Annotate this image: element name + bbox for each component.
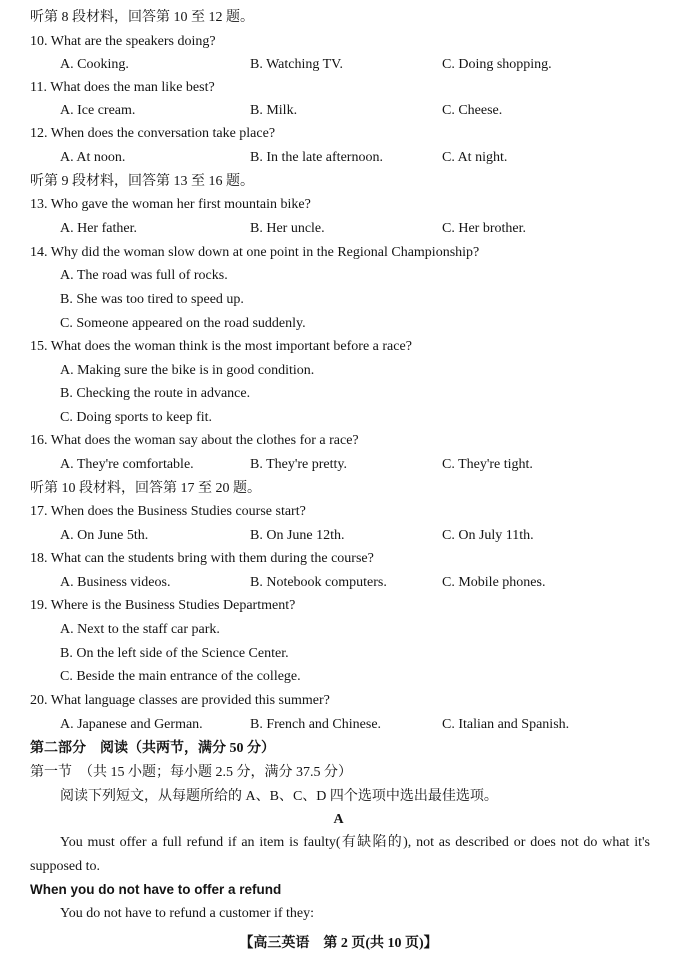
q14-option-a: A. The road was full of rocks. <box>60 268 228 283</box>
q12-option-b: B. In the late afternoon. <box>250 150 383 165</box>
part2-section1: 第一节 （共 15 小题；每小题 2.5 分，满分 37.5 分） <box>30 765 352 780</box>
section8-intro: 听第 8 段材料，回答第 10 至 12 题。 <box>30 10 254 25</box>
page-footer: 【高三英语 第 2 页(共 10 页)】 <box>239 936 438 951</box>
q15-option-a: A. Making sure the bike is in good condition. <box>60 363 315 378</box>
q12-option-a: A. At noon. <box>60 150 126 165</box>
passage-subheading: When you do not have to offer a refund <box>30 882 282 897</box>
q10-option-a: A. Cooking. <box>60 57 129 72</box>
passage-paragraph-2: You do not have to refund a customer if they: <box>60 906 315 921</box>
q17-option-a: A. On June 5th. <box>60 528 149 543</box>
q10-stem: 10. What are the speakers doing? <box>30 34 216 49</box>
q19-stem: 19. Where is the Business Studies Department? <box>30 598 296 613</box>
q17-stem: 17. When does the Business Studies course start? <box>30 504 306 519</box>
q20-option-b: B. French and Chinese. <box>250 717 382 732</box>
q13-option-c: C. Her brother. <box>442 221 526 236</box>
q12-stem: 12. When does the conversation take place? <box>30 126 276 141</box>
q11-option-a: A. Ice cream. <box>60 103 136 118</box>
q12-option-c: C. At night. <box>442 150 508 165</box>
q16-option-c: C. They're tight. <box>442 457 533 472</box>
q19-option-a: A. Next to the staff car park. <box>60 622 220 637</box>
q20-option-a: A. Japanese and German. <box>60 717 203 732</box>
part2-title: 第二部分 阅读（共两节，满分 50 分） <box>30 741 275 756</box>
q16-option-b: B. They're pretty. <box>250 457 347 472</box>
q20-option-c: C. Italian and Spanish. <box>442 717 570 732</box>
q11-stem: 11. What does the man like best? <box>30 80 215 95</box>
q17-option-c: C. On July 11th. <box>442 528 534 543</box>
q13-option-a: A. Her father. <box>60 221 137 236</box>
passage-label: A <box>333 812 344 827</box>
section9-intro: 听第 9 段材料，回答第 13 至 16 题。 <box>30 174 254 189</box>
q15-stem: 15. What does the woman think is the most important before a race? <box>30 339 412 354</box>
q14-stem: 14. Why did the woman slow down at one point in the Regional Championship? <box>30 245 480 260</box>
q18-option-a: A. Business videos. <box>60 575 171 590</box>
q18-option-c: C. Mobile phones. <box>442 575 546 590</box>
q13-stem: 13. Who gave the woman her first mountain bike? <box>30 197 311 212</box>
q15-option-b: B. Checking the route in advance. <box>60 386 251 401</box>
q18-option-b: B. Notebook computers. <box>250 575 387 590</box>
q19-option-b: B. On the left side of the Science Center. <box>60 646 289 661</box>
q13-option-b: B. Her uncle. <box>250 221 325 236</box>
q19-option-c: C. Beside the main entrance of the college. <box>60 669 301 684</box>
section10-intro: 听第 10 段材料，回答第 17 至 20 题。 <box>30 481 261 496</box>
q15-option-c: C. Doing sports to keep fit. <box>60 410 213 425</box>
q16-option-a: A. They're comfortable. <box>60 457 194 472</box>
part2-instructions: 阅读下列短文，从每题所给的 A、B、C、D 四个选项中选出最佳选项。 <box>60 789 498 804</box>
q11-option-b: B. Milk. <box>250 103 298 118</box>
q14-option-c: C. Someone appeared on the road suddenly. <box>60 316 306 331</box>
q10-option-c: C. Doing shopping. <box>442 57 552 72</box>
q16-stem: 16. What does the woman say about the clothes for a race? <box>30 433 359 448</box>
q20-stem: 20. What language classes are provided this summer? <box>30 693 330 708</box>
passage-paragraph-1: You must offer a full refund if an item is faulty(有缺陷的), not as described or does not do what it's supposed to. <box>30 835 650 874</box>
q18-stem: 18. What can the students bring with them during the course? <box>30 551 374 566</box>
q10-option-b: B. Watching TV. <box>250 57 343 72</box>
q14-option-b: B. She was too tired to speed up. <box>60 292 244 307</box>
q11-option-c: C. Cheese. <box>442 103 503 118</box>
q17-option-b: B. On June 12th. <box>250 528 345 543</box>
